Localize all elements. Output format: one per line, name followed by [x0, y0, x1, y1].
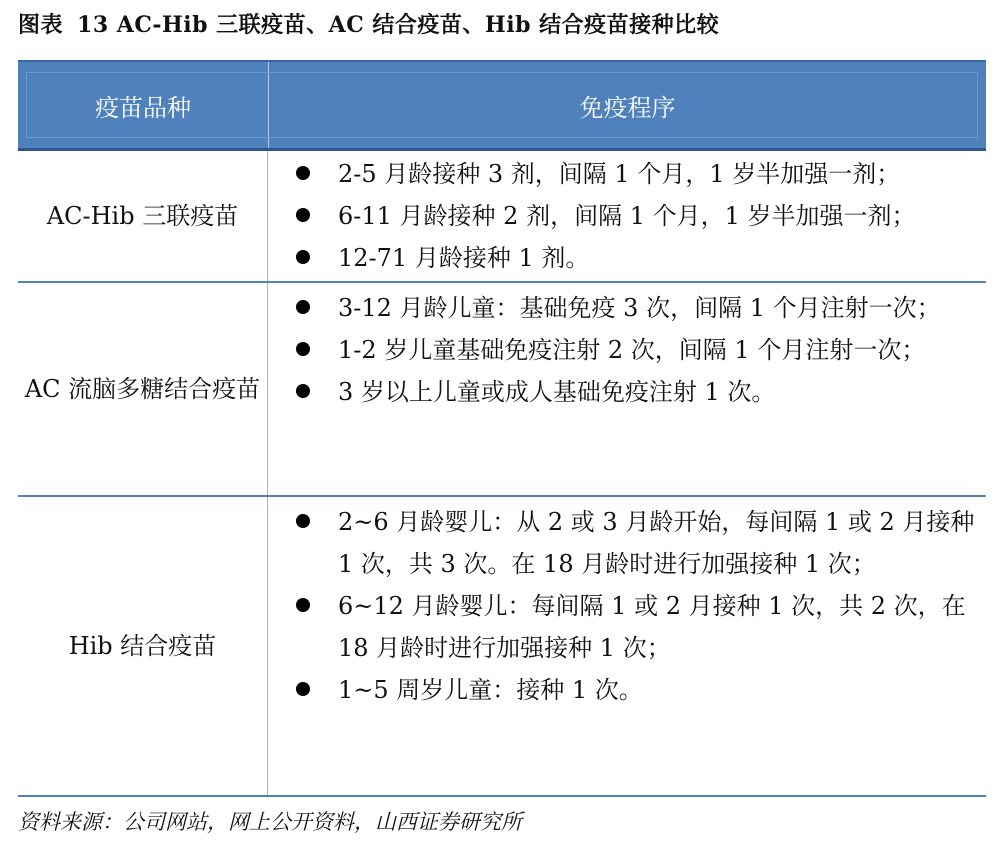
bullet-icon [268, 195, 338, 237]
vaccine-name: AC-Hib 三联疫苗 [18, 151, 268, 281]
list-item: 6-11 月龄接种 2 剂，间隔 1 个月，1 岁半加强一剂； [268, 195, 986, 237]
vaccine-comparison-table [18, 60, 986, 797]
caption-label: 图表 [18, 12, 64, 38]
bullet-icon [268, 371, 338, 413]
vaccine-name: AC 流脑多糖结合疫苗 [18, 283, 268, 495]
header-vaccine-type: 疫苗品种 [18, 62, 269, 148]
source-note: 资料来源：公司网站，网上公开资料，山西证券研究所 [18, 810, 522, 834]
schedule-list [268, 497, 986, 795]
list-item: 2-5 月龄接种 3 剂，间隔 1 个月，1 岁半加强一剂； [268, 153, 986, 195]
bullet-icon [268, 237, 338, 279]
list-item: 12-71 月龄接种 1 剂。 [268, 237, 986, 279]
bullet-icon [268, 153, 338, 195]
list-item: 2~6 月龄婴儿：从 2 或 3 月龄开始，每间隔 1 或 2 月接种 1 次，共 3 次。在 18 月龄时进行加强接种 1 次； [268, 501, 986, 585]
caption-title: 13 AC-Hib 三联疫苗、AC 结合疫苗、Hib 结合疫苗接种比较 [77, 12, 720, 38]
list-item: 1~5 周岁儿童：接种 1 次。 [268, 669, 986, 711]
bullet-icon [268, 501, 338, 585]
bullet-icon [268, 585, 338, 669]
bullet-icon [268, 669, 338, 711]
header-schedule: 免疫程序 [579, 93, 676, 122]
table-header [18, 60, 986, 151]
list-item: 6~12 月龄婴儿：每间隔 1 或 2 月接种 1 次，共 2 次，在 18 月龄时进行加强接种 1 次； [268, 585, 986, 669]
list-item: 3-12 月龄儿童：基础免疫 3 次，间隔 1 个月注射一次； [268, 287, 986, 329]
schedule-list [268, 151, 986, 281]
vaccine-name: Hib 结合疫苗 [18, 497, 268, 795]
table-row [18, 283, 986, 497]
list-item: 1-2 岁儿童基础免疫注射 2 次，间隔 1 个月注射一次； [268, 329, 986, 371]
table-row [18, 151, 986, 283]
bullet-icon [268, 329, 338, 371]
list-item: 3 岁以上儿童或成人基础免疫注射 1 次。 [268, 371, 986, 413]
figure-caption [18, 8, 719, 39]
schedule-list [268, 283, 986, 495]
bullet-icon [268, 287, 338, 329]
table-row [18, 497, 986, 797]
